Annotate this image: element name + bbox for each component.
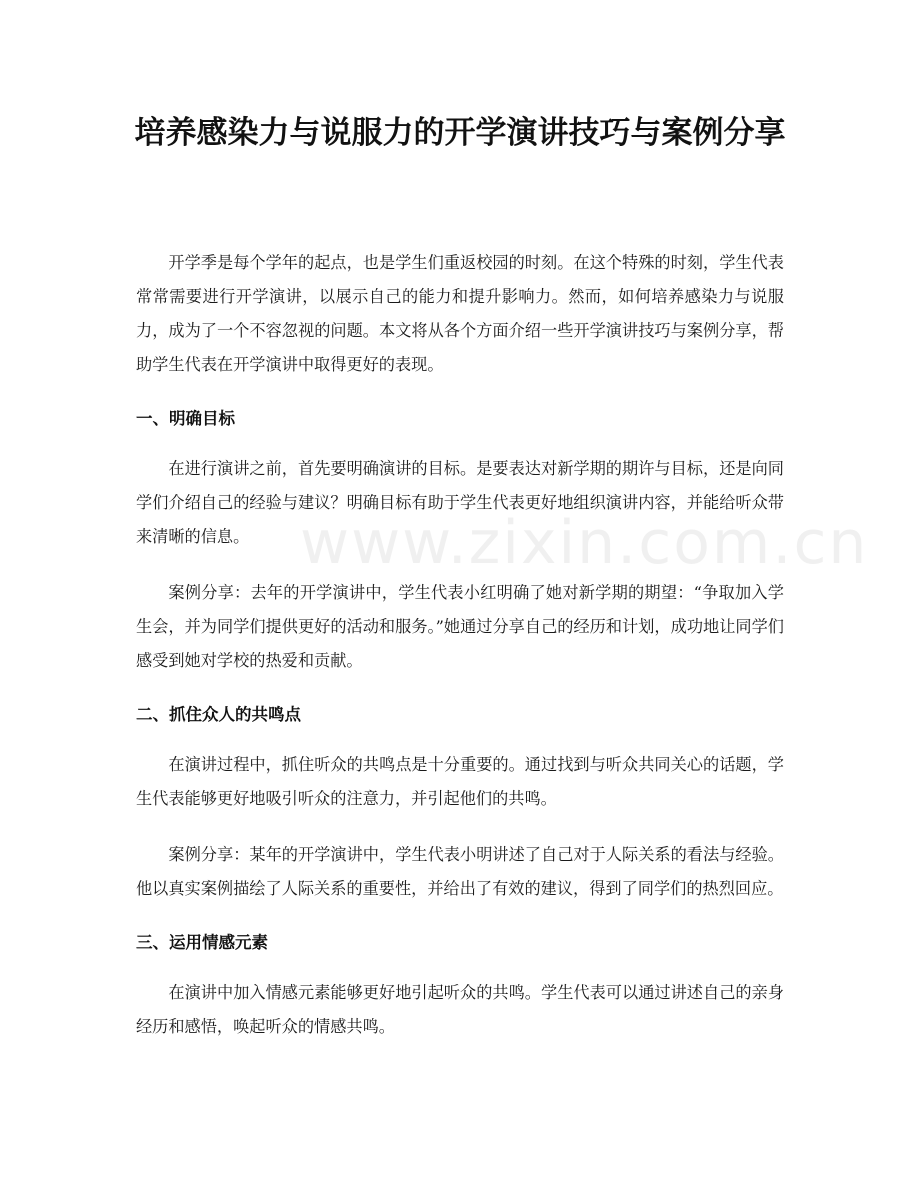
intro-paragraph: 开学季是每个学年的起点，也是学生们重返校园的时刻。在这个特殊的时刻，学生代表常常需要进行开学演讲，以展示自己的能力和提升影响力。然而，如何培养感染力与说服力，成为了一个不容忽视的问题。本文将从各个方面介绍一些开学演讲技巧与案例分享，帮助学生代表在开学演讲中取得更好的表现。: [136, 253, 784, 374]
section-3-paragraph-1: 在演讲中加入情感元素能够更好地引起听众的共鸣。学生代表可以通过讲述自己的亲身经历和感悟，唤起听众的情感共鸣。: [136, 983, 784, 1036]
section-1-case-paragraph: 案例分享：去年的开学演讲中，学生代表小红明确了她对新学期的期望：“争取加入学生会，并为同学们提供更好的活动和服务。”她通过分享自己的经历和计划，成功地让同学们感受到她对学校的热爱和贡献。: [136, 583, 784, 670]
section-2-case-paragraph: 案例分享：某年的开学演讲中，学生代表小明讲述了自己对于人际关系的看法与经验。他以真实案例描绘了人际关系的重要性，并给出了有效的建议，得到了同学们的热烈回应。: [136, 845, 784, 898]
document-title: 培养感染力与说服力的开学演讲技巧与案例分享: [134, 115, 786, 151]
section-1-paragraph-1: 在进行演讲之前，首先要明确演讲的目标。是要表达对新学期的期许与目标，还是向同学们介绍自己的经验与建议？明确目标有助于学生代表更好地组织演讲内容，并能给听众带来清晰的信息。: [136, 459, 784, 546]
document-body: [136, 246, 784, 1066]
section-heading-2: 二、抓住众人的共鸣点: [136, 705, 301, 724]
watermark: www.zixin.com.cn: [300, 508, 869, 578]
section-2-paragraph-1: 在演讲过程中，抓住听众的共鸣点是十分重要的。通过找到与听众共同关心的话题，学生代表能够更好地吸引听众的注意力，并引起他们的共鸣。: [136, 755, 784, 808]
section-heading-3: 三、运用情感元素: [136, 933, 268, 952]
section-heading-1: 一、明确目标: [136, 409, 235, 428]
